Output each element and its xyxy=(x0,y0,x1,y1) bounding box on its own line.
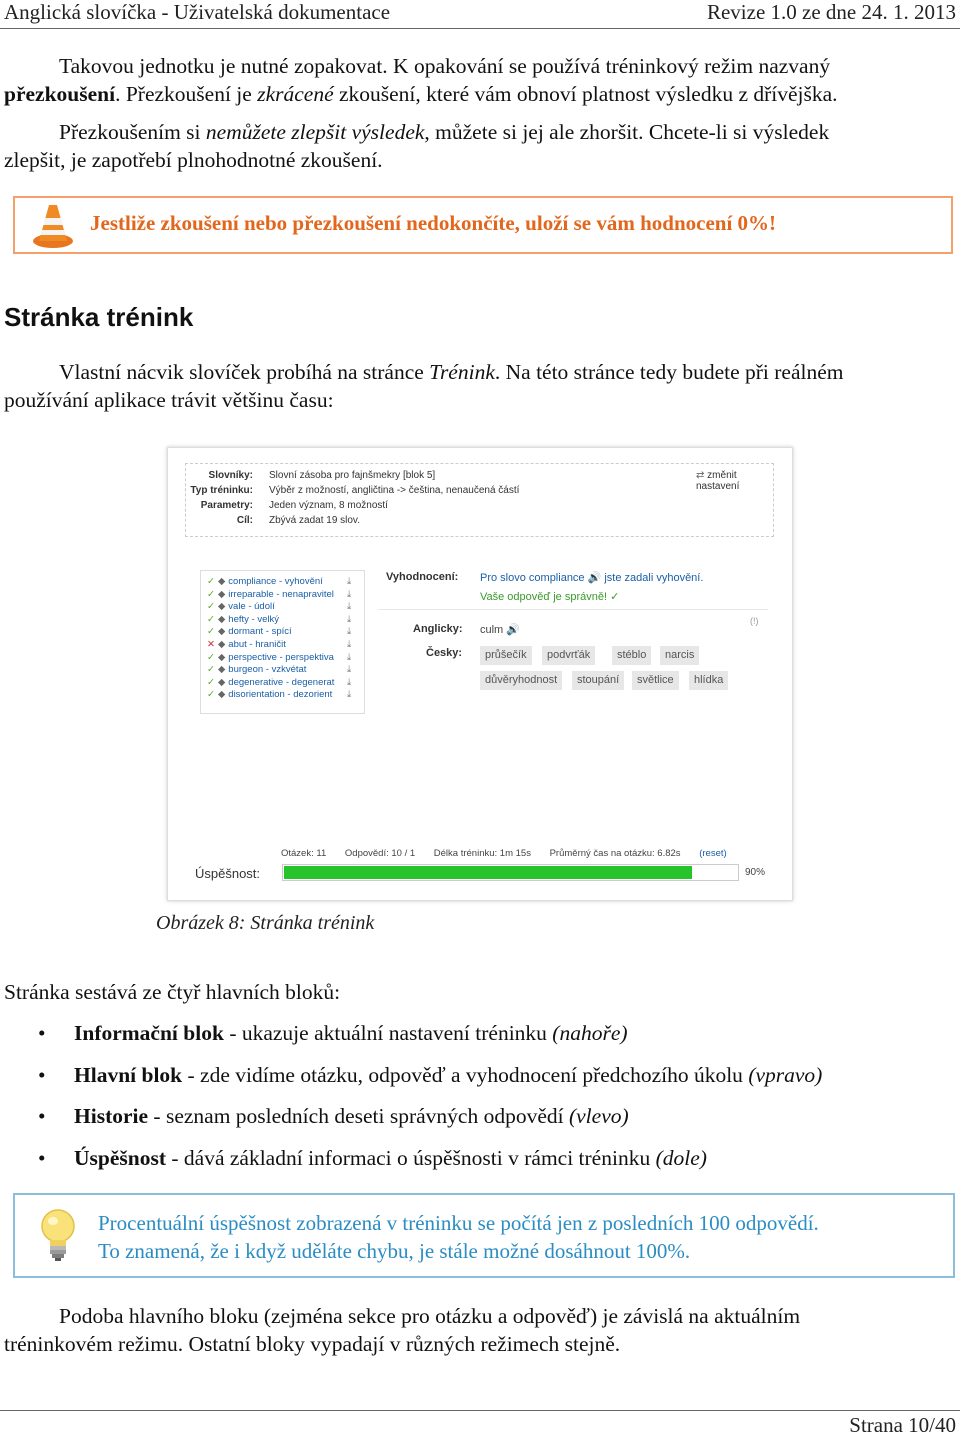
history-item xyxy=(207,601,352,613)
para3-text2: . Na této stránce tedy budete při reálném xyxy=(494,360,844,384)
info-label-dictionaries: Slovníky: xyxy=(208,470,253,481)
bullet-italic: (vlevo) xyxy=(568,1104,629,1129)
list-item xyxy=(38,1101,938,1143)
stat-answers: Odpovědí: 10 / 1 xyxy=(344,848,416,859)
history-word[interactable]: disorientation - dezorient xyxy=(228,689,333,701)
para3-text1: Vlastní nácvik slovíček probíhá na stránce xyxy=(59,360,430,384)
bullet-icon: • xyxy=(38,1062,46,1087)
para2-text3: zlepšit, je zapotřebí plnohodnotné zkoušení. xyxy=(4,148,383,172)
checkmark-icon: ✓ xyxy=(207,601,215,613)
option-button[interactable]: narcis xyxy=(660,646,699,665)
footer-divider xyxy=(0,1410,960,1411)
history-word[interactable]: perspective - perspektiva xyxy=(228,651,334,663)
speaker-icon[interactable]: ◆ xyxy=(217,613,226,625)
success-label: Úspěšnost: xyxy=(195,866,261,881)
header-divider xyxy=(0,28,960,29)
settings-icon: ⇄ xyxy=(696,470,708,481)
bullet-bold: Hlavní blok xyxy=(74,1062,183,1087)
speaker-icon[interactable]: ◆ xyxy=(217,576,226,587)
history-item xyxy=(207,588,352,600)
history-word[interactable]: abut - hraničit xyxy=(228,639,286,650)
option-button[interactable]: stéblo xyxy=(612,646,651,665)
bullet-bold: Úspěšnost xyxy=(74,1145,166,1170)
download-icon[interactable]: ⤓ xyxy=(347,651,352,663)
doc-header-revision: Revize 1.0 ze dne 24. 1. 2013 xyxy=(706,0,956,24)
blocks-list xyxy=(38,1018,938,1184)
training-stats xyxy=(281,848,743,859)
para5-text1: Podoba hlavního bloku (zejména sekce pro otázku a odpověď) je závislá na aktuálním xyxy=(59,1304,801,1328)
info-counter: (!) xyxy=(750,616,759,626)
tip-line1: Procentuální úspěšnost zobrazená v tréninku se počítá jen z posledních 100 odpovědí. xyxy=(98,1211,819,1235)
history-word[interactable]: hefty - velký xyxy=(228,613,279,625)
change-settings-link[interactable] xyxy=(696,470,773,492)
bullet-bold: Historie xyxy=(74,1104,149,1129)
stat-duration: Délka tréninku: 1m 15s xyxy=(433,848,531,859)
para2-italic: nemůžete zlepšit výsledek xyxy=(205,120,425,144)
doc-header-title: Anglická slovíčka - Uživatelská dokumentace xyxy=(4,0,391,24)
checkmark-icon: ✓ xyxy=(207,689,215,701)
info-value-type: Výběr z možností, angličtina -> čeština, nenaučená částí xyxy=(269,485,520,496)
download-icon[interactable]: ⤓ xyxy=(347,676,352,688)
history-item xyxy=(207,626,352,638)
info-label-type: Typ tréninku: xyxy=(190,485,253,496)
option-button[interactable]: světlice xyxy=(632,671,679,690)
para3-text3: používání aplikace trávit většinu času: xyxy=(4,388,334,412)
evaluation-label: Vyhodnocení: xyxy=(386,571,459,583)
list-item xyxy=(38,1060,938,1102)
tip-line2: To znamená, že i když uděláte chybu, je stále možné dosáhnout 100%. xyxy=(98,1239,691,1263)
checkmark-icon: ✓ xyxy=(207,613,215,625)
info-value-dictionaries: Slovní zásoba pro fajnšmekry [blok 5] xyxy=(269,470,436,481)
option-button[interactable]: hlídka xyxy=(689,671,728,690)
download-icon[interactable]: ⤓ xyxy=(347,689,352,701)
para5-text2: tréninkovém režimu. Ostatní bloky vypadají v různých režimech stejně. xyxy=(4,1332,621,1356)
history-item xyxy=(207,639,352,650)
info-label-goal: Cíl: xyxy=(236,515,253,526)
checkmark-icon: ✓ xyxy=(207,588,215,600)
download-icon[interactable]: ⤓ xyxy=(347,664,352,676)
paragraph-blocks-intro: Stránka sestává ze čtyř hlavních bloků: xyxy=(4,980,341,1004)
history-block xyxy=(200,570,365,714)
english-label: Anglicky: xyxy=(413,623,463,635)
traffic-cone-icon xyxy=(32,203,74,249)
bullet-text: - seznam posledních deseti správných odpovědí xyxy=(148,1104,569,1129)
para2-text1: Přezkoušením si xyxy=(59,120,206,144)
checkmark-icon: ✓ xyxy=(207,576,215,587)
paragraph-training-page xyxy=(4,358,844,414)
list-item xyxy=(38,1018,938,1060)
stat-average-time: Průměrný čas na otázku: 6.82s xyxy=(549,848,681,859)
paragraph-improve xyxy=(4,118,829,174)
option-button[interactable]: podvrťák xyxy=(542,646,595,665)
history-word[interactable]: compliance - vyhovění xyxy=(228,576,323,587)
bullet-italic: (nahoře) xyxy=(552,1021,628,1045)
download-icon[interactable]: ⤓ xyxy=(347,601,352,613)
download-icon[interactable]: ⤓ xyxy=(347,613,352,625)
warning-text: Jestliže zkoušení nebo přezkoušení nedokončíte, uloží se vám hodnocení 0%! xyxy=(90,211,777,235)
history-word[interactable]: irreparable - nenapravitel xyxy=(228,588,334,600)
download-icon[interactable]: ⤓ xyxy=(347,639,352,650)
speaker-icon[interactable]: ◆ xyxy=(217,664,226,676)
history-word[interactable]: degenerative - degenerat xyxy=(228,676,335,688)
bullet-italic: (vpravo) xyxy=(748,1062,823,1087)
para1-text1: Takovou jednotku je nutné zopakovat. K opakování se používá tréninkový režim nazvaný xyxy=(59,54,831,78)
bullet-icon: • xyxy=(38,1021,46,1045)
success-progress-fill xyxy=(284,866,692,879)
checkmark-icon: ✓ xyxy=(207,664,215,676)
evaluation-text: Pro slovo compliance 🔊 jste zadali vyhovění. xyxy=(480,572,704,584)
option-button[interactable]: důvěryhodnost xyxy=(480,671,562,690)
change-settings-label: změnit nastavení xyxy=(696,470,740,492)
success-progress-bar xyxy=(282,864,739,881)
bullet-icon: • xyxy=(38,1145,46,1170)
bullet-text: - dává základní informaci o úspěšnosti v rámci tréninku xyxy=(166,1145,656,1170)
history-item xyxy=(207,689,352,701)
speaker-icon[interactable]: ◆ xyxy=(217,651,226,663)
info-block xyxy=(185,463,774,537)
history-word[interactable]: burgeon - vzkvétat xyxy=(228,664,307,676)
para1-bold: přezkoušení xyxy=(4,82,116,106)
para3-italic: Trénink xyxy=(429,360,495,384)
cross-icon: ✕ xyxy=(207,639,215,650)
download-icon[interactable]: ⤓ xyxy=(347,626,352,638)
info-value-goal: Zbývá zadat 19 slov. xyxy=(269,515,360,526)
speaker-icon[interactable]: ◆ xyxy=(217,689,226,701)
page-number: Strana 10/40 xyxy=(849,1413,956,1437)
speaker-icon[interactable]: ◆ xyxy=(217,626,226,638)
figure-caption: Obrázek 8: Stránka trénink xyxy=(156,912,375,934)
download-icon[interactable]: ⤓ xyxy=(347,576,352,587)
checkmark-icon: ✓ xyxy=(207,676,215,688)
option-button[interactable]: průšečík xyxy=(480,646,532,665)
bullet-text: - ukazuje aktuální nastavení tréninku xyxy=(223,1021,553,1045)
evaluation-result: Vaše odpověď je správně! ✓ xyxy=(480,591,620,603)
info-value-params: Jeden význam, 8 možností xyxy=(269,500,388,511)
speaker-icon[interactable]: ◆ xyxy=(217,601,226,613)
checkmark-icon: ✓ xyxy=(207,626,215,638)
para1-italic: zkrácené xyxy=(257,82,334,106)
para2-text2: , můžete si jej ale zhoršit. Chcete-li si výsledek xyxy=(424,120,830,144)
history-item xyxy=(207,651,352,663)
speaker-icon[interactable]: ◆ xyxy=(217,676,226,688)
info-label-params: Parametry: xyxy=(200,500,253,511)
option-button[interactable]: stoupání xyxy=(572,671,624,690)
checkmark-icon: ✓ xyxy=(207,651,215,663)
lightbulb-icon xyxy=(38,1208,78,1264)
english-word[interactable]: culm 🔊 xyxy=(480,624,520,636)
para1-text2: . Přezkoušení je xyxy=(115,82,258,106)
history-word[interactable]: vale - údolí xyxy=(228,601,275,613)
download-icon[interactable]: ⤓ xyxy=(347,588,352,600)
bullet-italic: (dole) xyxy=(655,1145,707,1170)
section-heading: Stránka trénink xyxy=(4,302,194,332)
list-item xyxy=(38,1143,938,1185)
reset-link[interactable]: (reset) xyxy=(699,848,727,859)
para1-text3: zkoušení, které vám obnoví platnost výsledku z dřívějška. xyxy=(333,82,838,106)
tip-text xyxy=(98,1209,819,1265)
czech-label: Česky: xyxy=(426,647,463,659)
speaker-icon[interactable]: ◆ xyxy=(217,588,226,600)
bullet-text: - zde vidíme otázku, odpověď a vyhodnocení předchozího úkolu xyxy=(182,1062,749,1087)
history-item xyxy=(207,664,352,676)
speaker-icon[interactable]: ◆ xyxy=(217,639,226,650)
training-page-screenshot xyxy=(167,447,793,901)
paragraph-review xyxy=(4,52,838,108)
history-item xyxy=(207,613,352,625)
bullet-bold: Informační blok xyxy=(74,1021,224,1045)
paragraph-main-block xyxy=(4,1302,800,1358)
history-item xyxy=(207,576,352,587)
main-divider xyxy=(378,609,768,610)
history-word[interactable]: dormant - spící xyxy=(228,626,292,638)
stat-questions: Otázek: 11 xyxy=(281,848,327,859)
success-percent: 90% xyxy=(745,867,766,878)
history-item xyxy=(207,676,352,688)
bullet-icon: • xyxy=(38,1104,46,1129)
